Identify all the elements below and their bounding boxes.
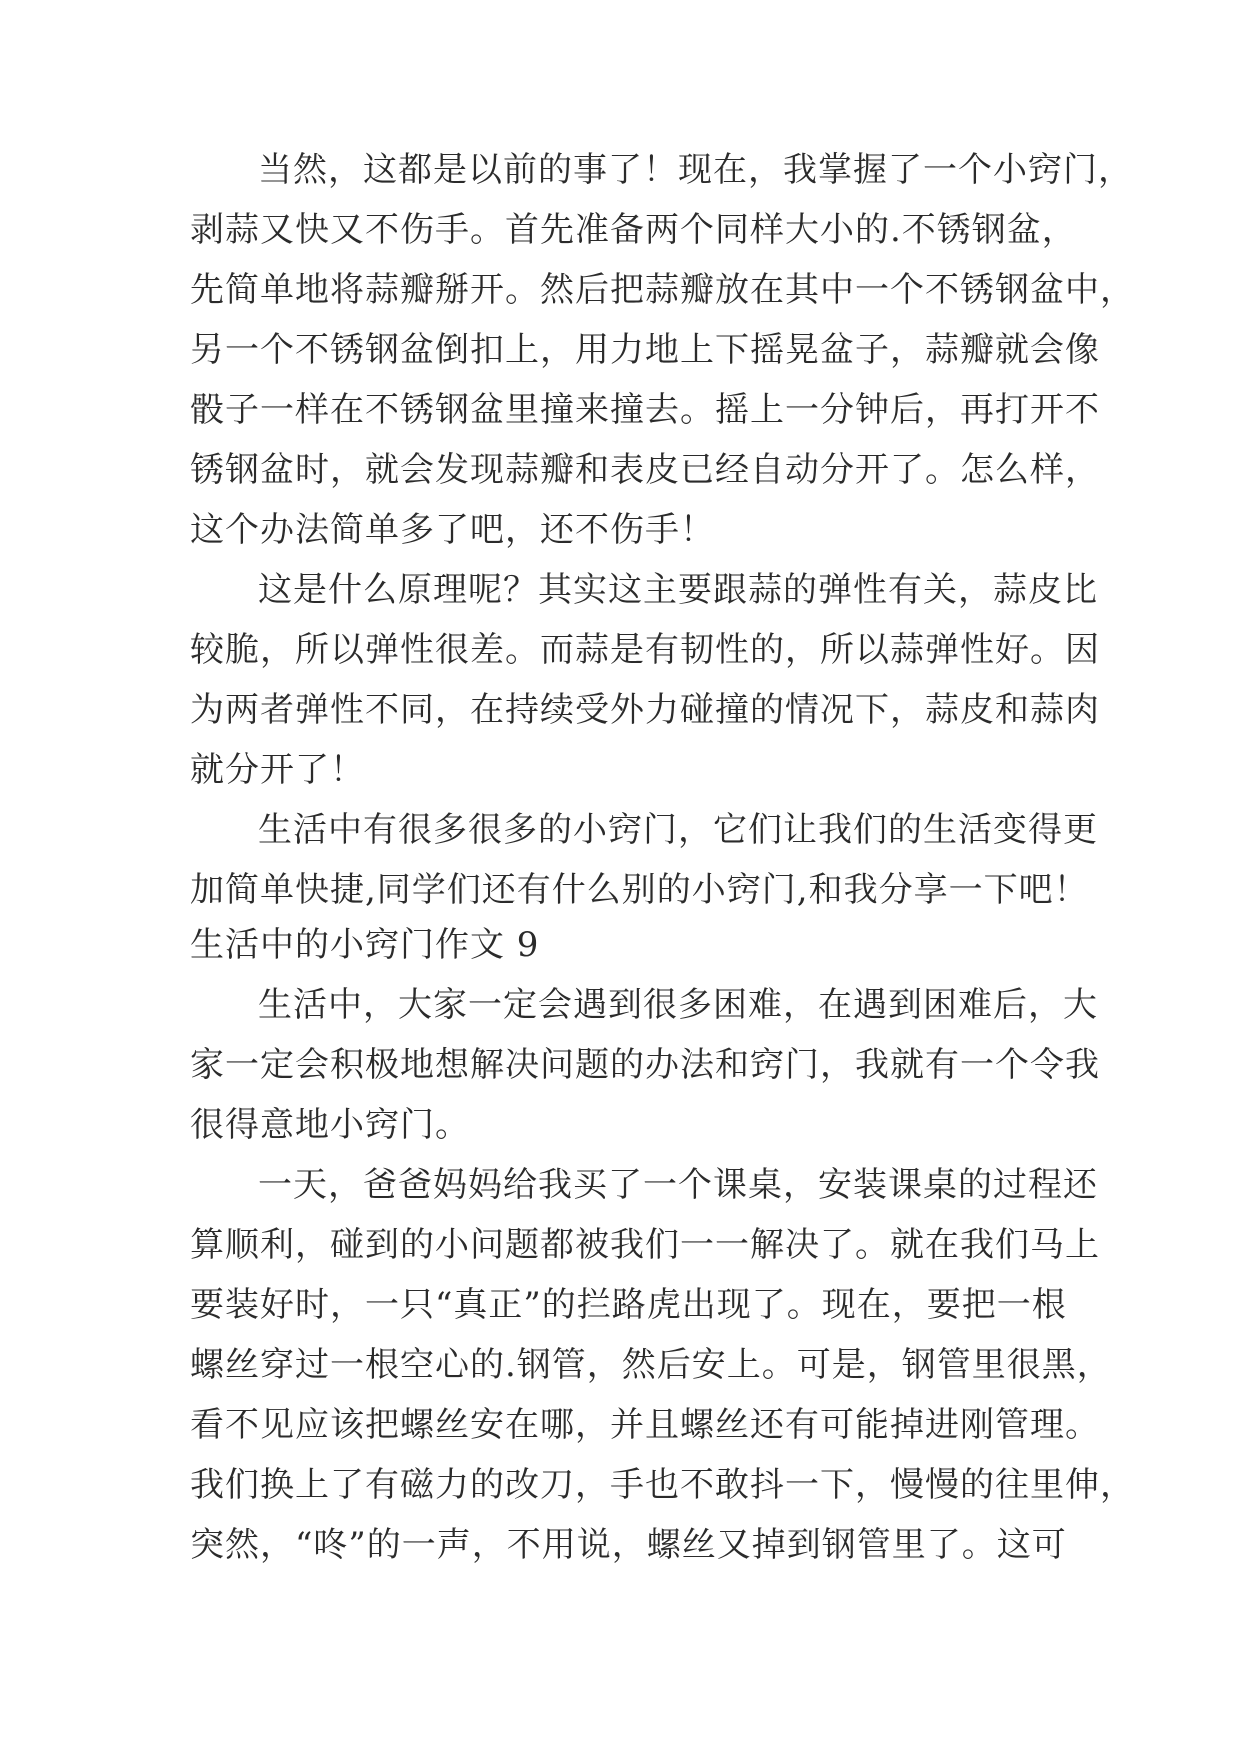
text-line: 这个办法简单多了吧，还不伤手！ [190, 510, 715, 550]
text-line: 加简单快捷,同学们还有什么别的小窍门,和我分享一下吧！ [190, 870, 1089, 910]
text-line: 剥蒜又快又不伤手。首先准备两个同样大小的.不锈钢盆， [190, 210, 1077, 250]
text-line: 较脆，所以弹性很差。而蒜是有韧性的，所以蒜弹性好。因 [190, 630, 1100, 670]
text-line: 为两者弹性不同，在持续受外力碰撞的情况下，蒜皮和蒜肉 [190, 690, 1100, 730]
text-line: 锈钢盆时，就会发现蒜瓣和表皮已经自动分开了。怎么样， [190, 450, 1100, 490]
text-line: 看不见应该把螺丝安在哪，并且螺丝还有可能掉进刚管理。 [190, 1405, 1100, 1445]
text-line: 生活中，大家一定会遇到很多困难，在遇到困难后，大 [258, 985, 1098, 1025]
text-line: 一天，爸爸妈妈给我买了一个课桌，安装课桌的过程还 [258, 1165, 1098, 1205]
text-line: 家一定会积极地想解决问题的办法和窍门，我就有一个令我 [190, 1045, 1100, 1085]
text-line: 很得意地小窍门。 [190, 1105, 470, 1145]
text-line: 突然，“咚”的一声，不用说，螺丝又掉到钢管里了。这可 [190, 1525, 1067, 1565]
text-line: 这是什么原理呢？其实这主要跟蒜的弹性有关，蒜皮比 [258, 570, 1098, 610]
text-line: 另一个不锈钢盆倒扣上，用力地上下摇晃盆子，蒜瓣就会像 [190, 330, 1100, 370]
text-line: 骰子一样在不锈钢盆里撞来撞去。摇上一分钟后，再打开不 [190, 390, 1100, 430]
text-line: 当然，这都是以前的事了！现在，我掌握了一个小窍门， [258, 150, 1133, 190]
text-line: 先简单地将蒜瓣掰开。然后把蒜瓣放在其中一个不锈钢盆中， [190, 270, 1135, 310]
section-heading: 生活中的小窍门作文 9 [190, 925, 540, 965]
text-line: 我们换上了有磁力的改刀，手也不敢抖一下，慢慢的往里伸， [190, 1465, 1135, 1505]
text-line: 算顺利，碰到的小问题都被我们一一解决了。就在我们马上 [190, 1225, 1100, 1265]
text-line: 要装好时，一只“真正”的拦路虎出现了。现在，要把一根 [190, 1285, 1067, 1325]
text-line: 生活中有很多很多的小窍门，它们让我们的生活变得更 [258, 810, 1098, 850]
text-line: 螺丝穿过一根空心的.钢管，然后安上。可是，钢管里很黑， [190, 1345, 1112, 1385]
text-line: 就分开了！ [190, 750, 365, 790]
